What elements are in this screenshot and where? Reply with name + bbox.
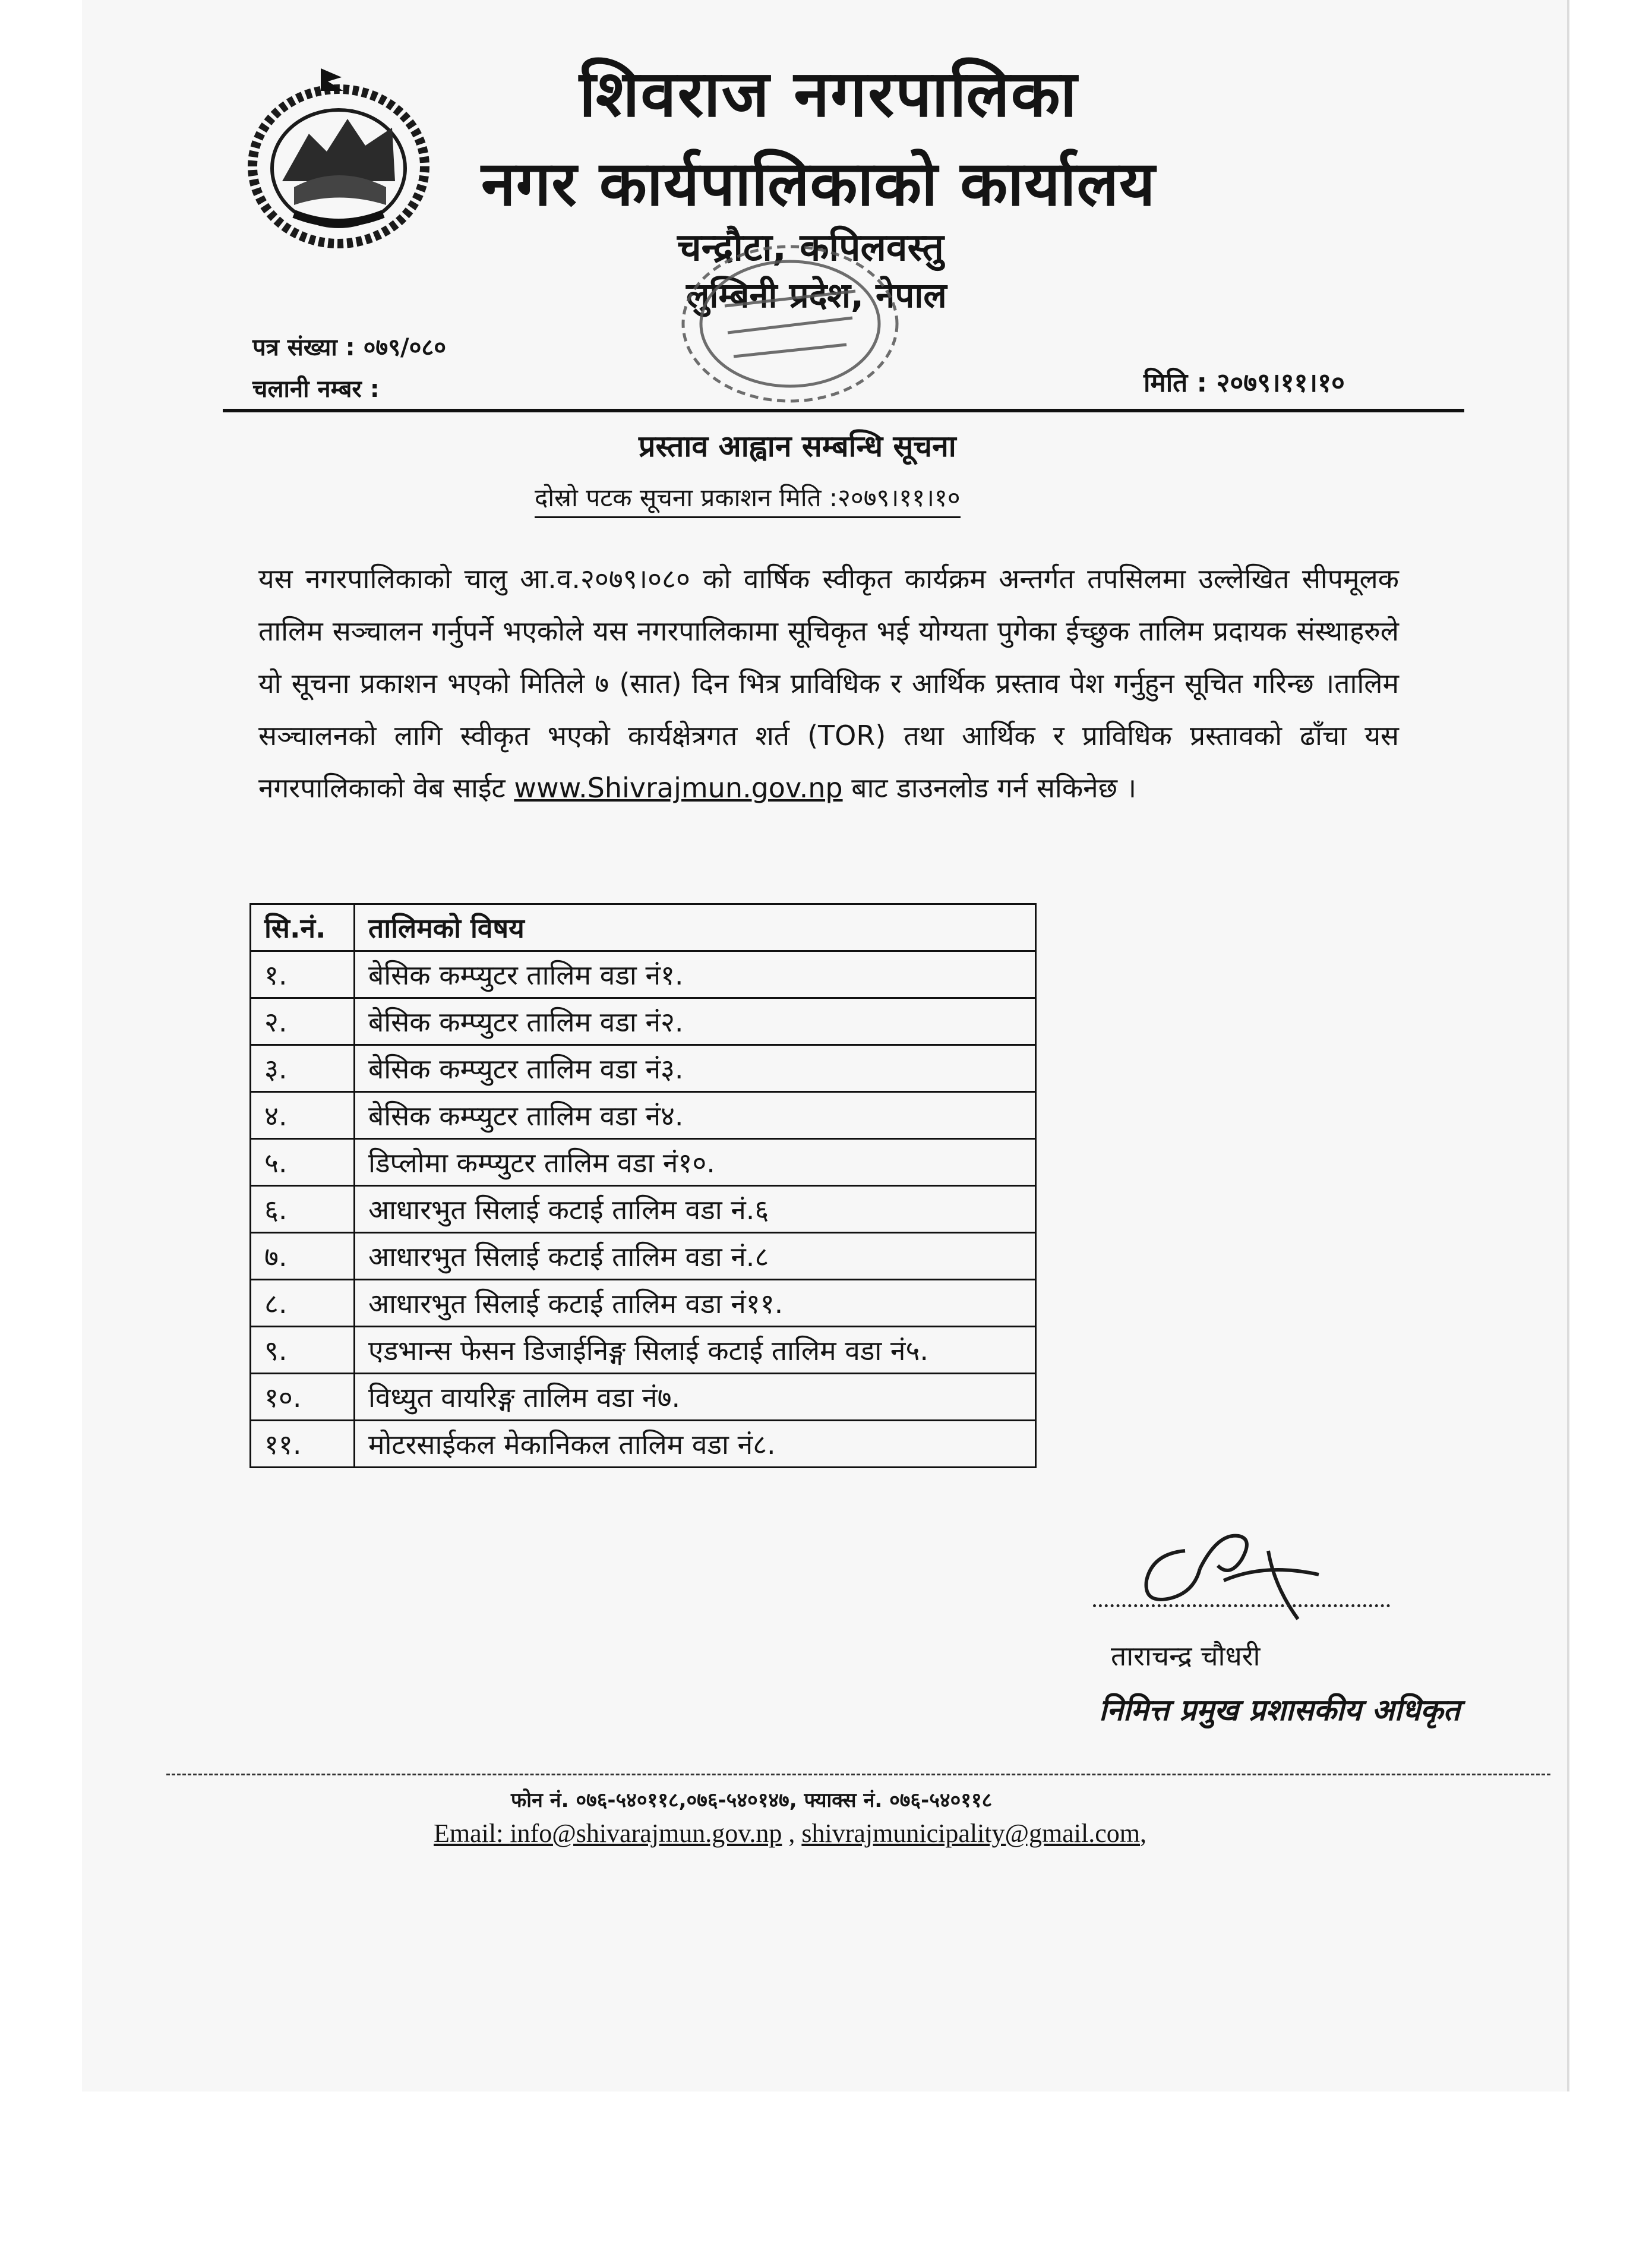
row-serial: ७. xyxy=(251,1233,355,1280)
column-header-subject: तालिमको विषय xyxy=(355,904,1036,951)
table-row xyxy=(251,1374,1036,1421)
row-serial: ४. xyxy=(251,1092,355,1139)
table-row xyxy=(251,1092,1036,1139)
table-row xyxy=(251,998,1036,1045)
office-province: लुम्बिनी प्रदेश, नेपाल xyxy=(686,275,947,316)
table-row xyxy=(251,1045,1036,1092)
table-row xyxy=(251,1139,1036,1186)
row-subject: आधारभुत सिलाई कटाई तालिम वडा नं.६ xyxy=(355,1186,1036,1233)
header-divider xyxy=(223,409,1464,412)
row-serial: १. xyxy=(251,951,355,998)
notice-subject: प्रस्ताव आह्वान सम्बन्धि सूचना xyxy=(639,429,956,463)
training-table xyxy=(249,903,1037,1468)
table-row xyxy=(251,951,1036,998)
signatory-name: ताराचन्द्र चौधरी xyxy=(1111,1640,1261,1672)
dispatch-number xyxy=(252,371,380,404)
row-serial: ५. xyxy=(251,1139,355,1186)
notice-body xyxy=(258,553,1399,814)
row-subject: मोटरसाईकल मेकानिकल तालिम वडा नं८. xyxy=(355,1421,1036,1468)
table-row xyxy=(251,1327,1036,1374)
row-serial: २. xyxy=(251,998,355,1045)
table-row xyxy=(251,1186,1036,1233)
row-subject: एडभान्स फेसन डिजाईनिङ्ग सिलाई कटाई तालिम वडा नं५. xyxy=(355,1327,1036,1374)
signature-line xyxy=(1093,1604,1390,1607)
row-subject: बेसिक कम्प्युटर तालिम वडा नं२. xyxy=(355,998,1036,1045)
row-subject: बेसिक कम्प्युटर तालिम वडा नं१. xyxy=(355,951,1036,998)
publication-date: दोस्रो पटक सूचना प्रकाशन मिति :२०७९।११।१० xyxy=(535,480,961,518)
row-subject: विध्युत वायरिङ्ग तालिम वडा नं७. xyxy=(355,1374,1036,1421)
column-header-serial: सि.नं. xyxy=(251,904,355,951)
office-name: नगर कार्यपालिकाको कार्यालय xyxy=(481,147,1156,220)
letter-number-label: पत्र संख्या : xyxy=(252,334,355,361)
office-seal-stamp xyxy=(671,235,909,413)
office-location: चन्द्रौटा, कपिलवस्तु xyxy=(677,226,944,270)
row-subject: बेसिक कम्प्युटर तालिम वडा नं४. xyxy=(355,1092,1036,1139)
row-serial: ११. xyxy=(251,1421,355,1468)
row-subject: बेसिक कम्प्युटर तालिम वडा नं३. xyxy=(355,1045,1036,1092)
handwritten-signature xyxy=(1129,1509,1354,1634)
dispatch-number-label: चलानी नम्बर : xyxy=(252,376,380,403)
email-label: Email: xyxy=(434,1819,510,1848)
letter-date-label: मिति : xyxy=(1144,368,1208,398)
footer-divider xyxy=(166,1774,1550,1775)
email-tail: , xyxy=(1140,1819,1146,1848)
notice-body-tail: बाट डाउनलोड गर्न सकिनेछ । xyxy=(842,772,1137,804)
row-subject: आधारभुत सिलाई कटाई तालिम वडा नं.८ xyxy=(355,1233,1036,1280)
municipality-name: शिवराज नगरपालिका xyxy=(579,57,1078,131)
email-link-gmail[interactable]: shivrajmunicipality@gmail.com xyxy=(801,1819,1140,1848)
email-separator: , xyxy=(782,1819,802,1848)
signatory-title: निमित्त प्रमुख प्रशासकीय अधिकृत xyxy=(1099,1693,1460,1727)
row-serial: ३. xyxy=(251,1045,355,1092)
row-serial: ९. xyxy=(251,1327,355,1374)
footer-email xyxy=(434,1818,1146,1848)
table-row xyxy=(251,1280,1036,1327)
notice-body-text: यस नगरपालिकाको चालु आ.व.२०७९।०८० को वार्षिक स्वीकृत कार्यक्रम अन्तर्गत तपसिलमा उल्लेखित सीपमूलक तालिम सञ्चालन गर्नुपर्ने भएकोले यस नगरपालिकामा सूचिकृत भई योग्यता पुगेका ईच्छुक तालिम प्रदायक संस्थाहरुले यो सूचना प्रकाशन भएको मितिले ७ (सात) दिन भित्र प्राविधिक र आर्थिक प्रस्ताव पेश गर्नुहुन सूचित गरिन्छ ।तालिम सञ्चालनको लागि स्वीकृत भएको कार्यक्षेत्रगत शर्त (TOR) तथा आर्थिक र प्राविधिक प्रस्तावको ढाँचा यस नगरपालिकाको वेब साईट xyxy=(258,563,1399,804)
row-serial: ८. xyxy=(251,1280,355,1327)
row-subject: आधारभुत सिलाई कटाई तालिम वडा नं११. xyxy=(355,1280,1036,1327)
table-row xyxy=(251,1421,1036,1468)
nepal-emblem-icon xyxy=(238,62,440,258)
table-row xyxy=(251,1233,1036,1280)
email-link-info[interactable]: info@shivarajmun.gov.np xyxy=(510,1819,782,1848)
row-serial: १०. xyxy=(251,1374,355,1421)
footer-phone: फोन नं. ०७६-५४०११८,०७६-५४०१४७, फ्याक्स नं. ०७६-५४०११८ xyxy=(511,1788,993,1812)
letter-date-value: २०७९।११।१० xyxy=(1216,368,1345,398)
row-subject: डिप्लोमा कम्प्युटर तालिम वडा नं१०. xyxy=(355,1139,1036,1186)
row-serial: ६. xyxy=(251,1186,355,1233)
letter-date xyxy=(1144,364,1345,399)
table-header-row xyxy=(251,904,1036,951)
website-link[interactable]: www.Shivrajmun.gov.np xyxy=(514,772,843,804)
letter-number-value: ०७९/०८० xyxy=(363,334,447,361)
letter-number xyxy=(252,330,446,362)
